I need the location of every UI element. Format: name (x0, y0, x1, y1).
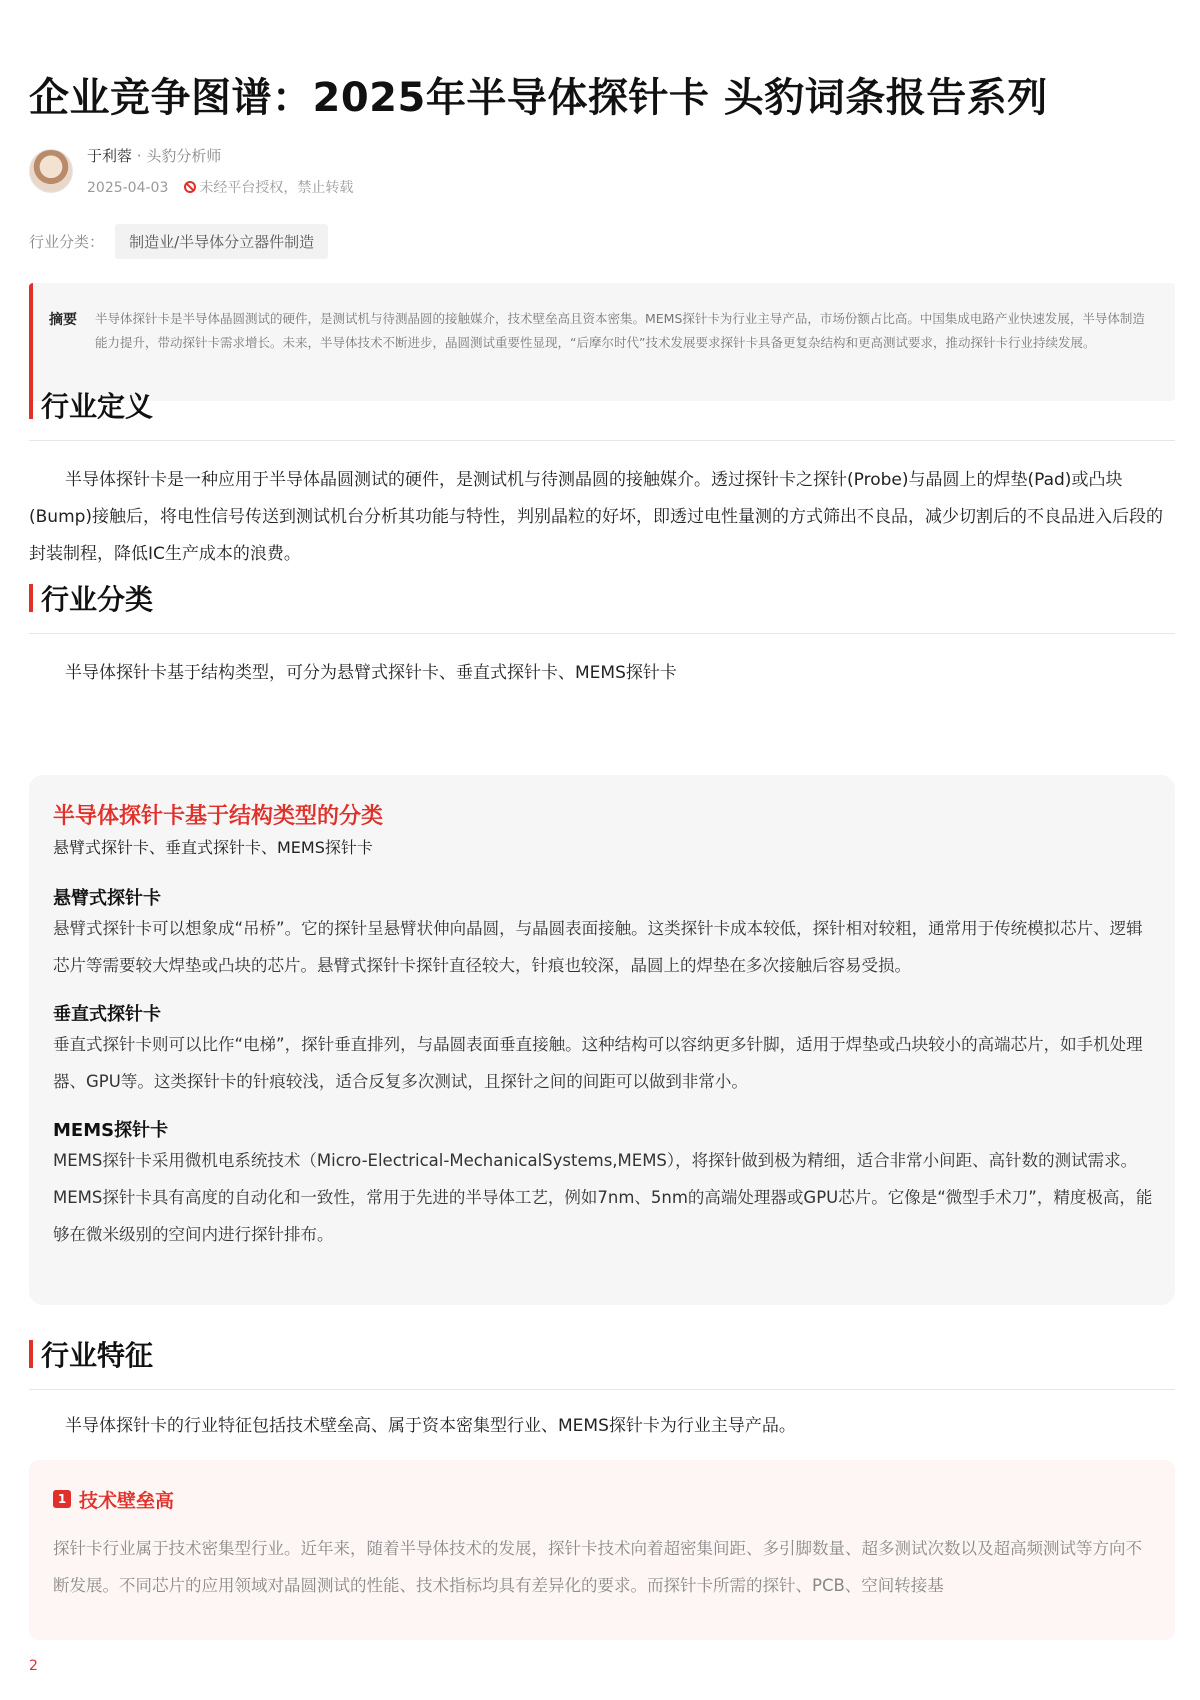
author-role: · 头豹分析师 (132, 147, 222, 165)
author-name[interactable]: 于利蓉 (87, 147, 133, 165)
page-number: 2 (29, 1658, 38, 1674)
classification-card (29, 775, 1175, 1305)
section-title: 行业定义 (41, 390, 154, 423)
industry-category (29, 224, 328, 256)
feature-text: 探针卡行业属于技术密集型行业。近年来，随着半导体技术的发展，探针卡技术向着超密集间距、多引脚数量、超多测试次数以及超高频测试等方向不断发展。不同芯片的应用领域对晶圆测试的性能、技术指标均具有差异化的要求。而探针卡所需的探针、PCB、空间转接基 (53, 1539, 1142, 1595)
type-description: 垂直式探针卡则可以比作“电梯”，探针垂直排列，与晶圆表面垂直接触。这种结构可以容纳更多针脚，适用于焊垫或凸块较小的高端芯片，如手机处理器、GPU等。这类探针卡的针痕较浅，适合反复多次测试，且探针之间的间距可以做到非常小。 (53, 1035, 1143, 1091)
classification-intro: 半导体探针卡基于结构类型，可分为悬臂式探针卡、垂直式探针卡、MEMS探针卡 (65, 663, 677, 683)
author-info (29, 145, 629, 205)
section-heading-features (29, 1326, 1175, 1390)
publish-date: 2025-04-03 (87, 180, 169, 196)
type-description: 悬臂式探针卡可以想象成“吊桥”。它的探针呈悬臂状伸向晶圆，与晶圆表面接触。这类探针卡成本较低，探针相对较粗，通常用于传统模拟芯片、逻辑芯片等需要较大焊垫或凸块的芯片。悬臂式探针卡探针直径较大，针痕也较深，晶圆上的焊垫在多次接触后容易受损。 (53, 919, 1143, 975)
type-title: MEMS探针卡 (53, 1120, 169, 1141)
type-description: MEMS探针卡采用微机电系统技术（Micro-Electrical-MechanicalSystems,MEMS），将探针做到极为精细，适合非常小间距、高针数的测试需求。MEMS探针卡具有高度的自动化和一致性，常用于先进的半导体工艺，例如7nm、5nm的高端处理器或GPU芯片。它像是“微型手术刀”，精度极高，能够在微米级别的空间内进行探针排布。 (53, 1151, 1153, 1244)
category-label: 行业分类： (29, 233, 105, 251)
features-intro: 半导体探针卡的行业特征包括技术壁垒高、属于资本密集型行业、MEMS探针卡为行业主导产品。 (65, 1416, 796, 1436)
abstract-label: 摘要 (49, 312, 77, 328)
heading-accent-bar (29, 584, 33, 612)
card-title: 半导体探针卡基于结构类型的分类 (53, 804, 384, 829)
heading-accent-bar (29, 391, 33, 419)
section-heading-definition (29, 377, 1175, 441)
feature-item (29, 1460, 1175, 1640)
abstract-text: 半导体探针卡是半导体晶圆测试的硬件，是测试机与待测晶圆的接触媒介，技术壁垒高且资本密集。MEMS探针卡为行业主导产品，市场份额占比高。中国集成电路产业快速发展，半导体制造能力提升，带动探针卡需求增长。未来，半导体技术不断进步，晶圆测试重要性显现，“后摩尔时代”技术发展要求探针卡具备更复杂结构和更高测试要求，推动探针卡行业持续发展。 (95, 311, 1145, 350)
definition-paragraph: 半导体探针卡是一种应用于半导体晶圆测试的硬件，是测试机与待测晶圆的接触媒介。透过探针卡之探针(Probe)与晶圆上的焊垫(Pad)或凸块(Bump)接触后，将电性信号传送到测试机台分析其功能与特性，判别晶粒的好坏，即透过电性量测的方式筛出不良品，减少切割后的不良品进入后段的封装制程，降低IC生产成本的浪费。 (29, 470, 1164, 564)
author-line (87, 145, 221, 166)
page-title: 企业竞争图谱：2025年半导体探针卡 头豹词条报告系列 (29, 75, 1048, 121)
report-page (29, 0, 1175, 1700)
category-tag[interactable]: 制造业/半导体分立器件制造 (115, 224, 328, 259)
meta-line (87, 177, 353, 197)
section-title: 行业分类 (41, 583, 154, 616)
feature-title: 技术壁垒高 (79, 1490, 175, 1512)
license-notice: 未经平台授权，禁止转载 (199, 180, 354, 196)
section-title: 行业特征 (41, 1339, 154, 1372)
feature-number-badge: 1 (53, 1490, 71, 1508)
type-title: 垂直式探针卡 (53, 1004, 161, 1025)
avatar[interactable] (29, 149, 73, 193)
type-title: 悬臂式探针卡 (53, 888, 161, 909)
heading-accent-bar (29, 1340, 33, 1368)
card-subtitle: 悬臂式探针卡、垂直式探针卡、MEMS探针卡 (53, 838, 373, 857)
no-entry-icon (184, 181, 196, 193)
section-heading-classification (29, 570, 1175, 634)
